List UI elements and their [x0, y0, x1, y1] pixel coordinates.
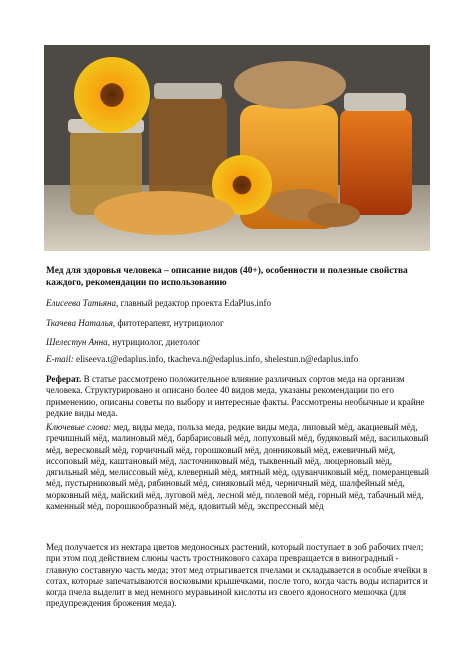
keywords [46, 422, 432, 512]
author-line [46, 298, 432, 309]
honey-photo [44, 45, 430, 251]
author-line [46, 337, 432, 348]
author-name: Шелестун Анна, [46, 337, 110, 347]
honey-still-life-illustration [44, 45, 430, 251]
author-line [46, 318, 432, 329]
abstract-label: Реферат. [46, 374, 82, 384]
author-name: Елисеева Татьяна, [46, 298, 119, 308]
author-role: главный редактор проекта EdaPlus.info [118, 298, 272, 308]
author-role: нутрициолог, диетолог [110, 337, 201, 347]
email-line [46, 354, 432, 365]
email-addresses: eliseeva.t@edaplus.info, tkacheva.n@edaplus.info, shelestun.n@edaplus.info [73, 354, 359, 364]
keywords-label: Ключевые слова: [46, 422, 112, 432]
abstract [46, 374, 432, 419]
author-role: фитотерапевт, нутрициолог [115, 318, 224, 328]
keywords-text: мед, виды меда, польза меда, редкие виды меда, липовый мёд, акациевый мёд, гречишный мёд, малиновый мёд, барбарисовый мёд, лопуховый мёд, будяковый мёд, васильковый мёд, вересковый мёд, горчичный мёд, горошковый мёд, донниковый мёд, ежевичный мёд, иссоповый мёд, каштановый мёд, ласточниковый мёд, тыквенный мёд, люцерновый мёд, дягильный мёд, мелиссовый мёд, клеверный мёд, мятный мёд, одуванчиковый мёд, померанцевый мёд, пустырниковый мёд, рябиновый мёд, синяковый мёд, черничный мёд, шалфейный мёд, морковный мёд, майский мёд, луговой мёд, лесной мёд, полевой мёд, горный мёд, табачный мёд, каменный мёд, порошкообразный мёд, ядовитый мёд, экспрессный мёд [46, 422, 430, 512]
email-label: E-mail: [46, 354, 74, 364]
article-title: Мед для здоровья человека – описание видов (40+), особенности и полезные свойства каждого, рекомендации по использованию [46, 266, 408, 288]
author-name: Ткачева Наталья, [46, 318, 116, 328]
body-paragraph: Мед получается из нектара цветов медоносных растений, который поступает в зоб рабочих пчел; при этом под действием слюны часть тростникового сахара превращается в виноградный - главную составную часть меда; этот мед отрыгивается пчелами и складывается в особые ячейки в сотах, которые запечатываются восковыми крышечками, после того, когда часть воды испарится и когда пчела выделит в мед немного муравьиной кислоты из своего ядоносного мешочка (для предупреждения брожения меда). [46, 542, 428, 609]
abstract-text: В статье рассмотрено положительное влияние различных сортов меда на организм человека. Структурировано и описано более 40 видов меда, указаны рекомендации по его применению, описаны советы по выбору и интересные факты. Рассмотрены необычные и крайне редкие виды меда. [46, 374, 425, 418]
